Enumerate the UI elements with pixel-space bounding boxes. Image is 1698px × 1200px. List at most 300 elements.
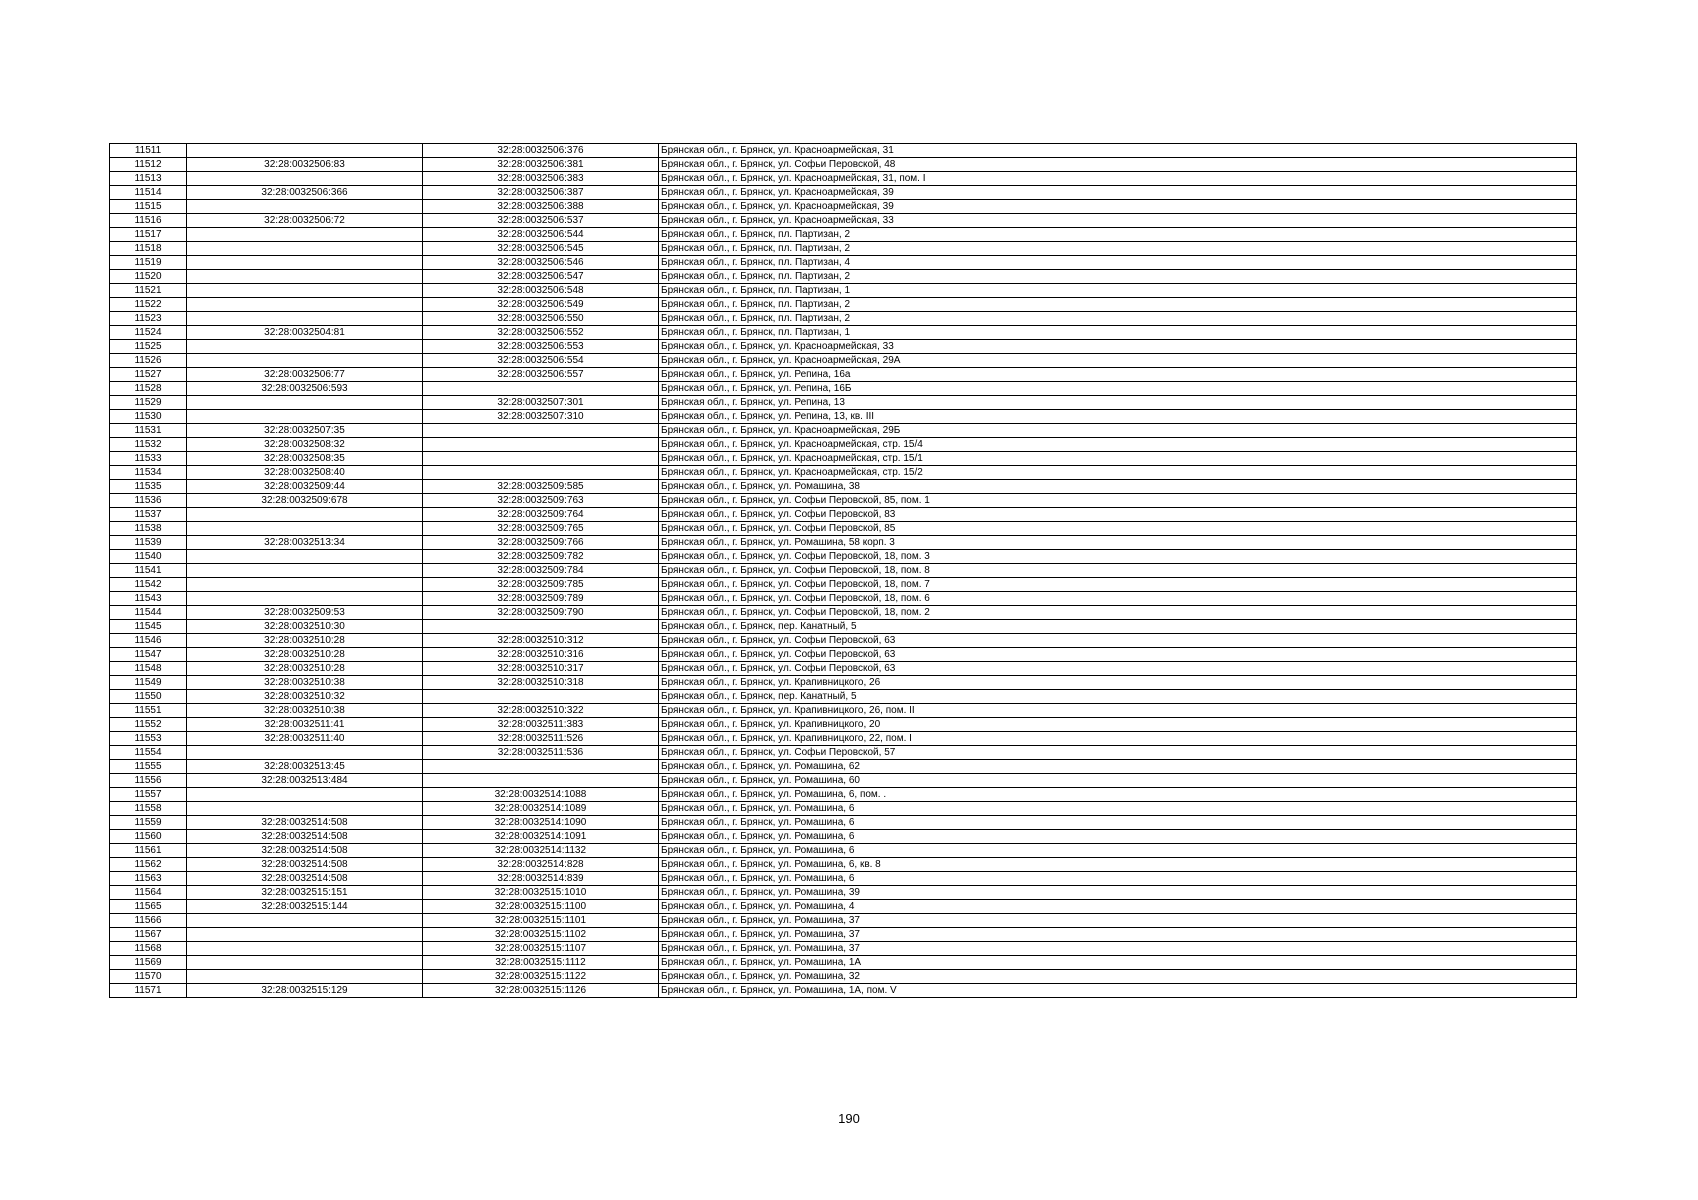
row-number-cell: 11524 [110, 326, 187, 340]
table-row [110, 508, 1577, 522]
row-number-cell: 11531 [110, 424, 187, 438]
row-number-cell: 11522 [110, 298, 187, 312]
row-number-cell: 11547 [110, 648, 187, 662]
object-cadastral-number-cell: 32:28:0032506:537 [423, 214, 659, 228]
object-cadastral-number-cell: 32:28:0032515:1112 [423, 956, 659, 970]
land-cadastral-number-cell [187, 928, 423, 942]
object-cadastral-number-cell [423, 774, 659, 788]
address-cell: Брянская обл., г. Брянск, ул. Ромашина, 6 [659, 844, 1577, 858]
land-cadastral-number-cell: 32:28:0032509:44 [187, 480, 423, 494]
land-cadastral-number-cell: 32:28:0032509:678 [187, 494, 423, 508]
row-number-cell: 11516 [110, 214, 187, 228]
address-cell: Брянская обл., г. Брянск, пл. Партизан, 2 [659, 312, 1577, 326]
address-cell: Брянская обл., г. Брянск, ул. Репина, 13, кв. III [659, 410, 1577, 424]
table-row [110, 900, 1577, 914]
object-cadastral-number-cell: 32:28:0032510:318 [423, 676, 659, 690]
object-cadastral-number-cell: 32:28:0032506:544 [423, 228, 659, 242]
address-cell: Брянская обл., г. Брянск, ул. Ромашина, 1А [659, 956, 1577, 970]
row-number-cell: 11571 [110, 984, 187, 998]
object-cadastral-number-cell: 32:28:0032514:828 [423, 858, 659, 872]
row-number-cell: 11538 [110, 522, 187, 536]
table-row [110, 270, 1577, 284]
row-number-cell: 11552 [110, 718, 187, 732]
table-row [110, 942, 1577, 956]
object-cadastral-number-cell: 32:28:0032506:552 [423, 326, 659, 340]
table-row [110, 410, 1577, 424]
land-cadastral-number-cell: 32:28:0032507:35 [187, 424, 423, 438]
row-number-cell: 11558 [110, 802, 187, 816]
object-cadastral-number-cell: 32:28:0032506:553 [423, 340, 659, 354]
row-number-cell: 11535 [110, 480, 187, 494]
table-row [110, 536, 1577, 550]
object-cadastral-number-cell [423, 620, 659, 634]
address-cell: Брянская обл., г. Брянск, ул. Софьи Перовской, 18, пом. 7 [659, 578, 1577, 592]
land-cadastral-number-cell: 32:28:0032504:81 [187, 326, 423, 340]
object-cadastral-number-cell: 32:28:0032507:310 [423, 410, 659, 424]
table-row [110, 732, 1577, 746]
object-cadastral-number-cell: 32:28:0032515:1122 [423, 970, 659, 984]
table-row [110, 690, 1577, 704]
object-cadastral-number-cell [423, 424, 659, 438]
address-cell: Брянская обл., г. Брянск, ул. Софьи Перовской, 85 [659, 522, 1577, 536]
table-row [110, 606, 1577, 620]
row-number-cell: 11532 [110, 438, 187, 452]
row-number-cell: 11544 [110, 606, 187, 620]
table-row [110, 438, 1577, 452]
object-cadastral-number-cell: 32:28:0032506:546 [423, 256, 659, 270]
address-cell: Брянская обл., г. Брянск, ул. Ромашина, 6 [659, 830, 1577, 844]
row-number-cell: 11569 [110, 956, 187, 970]
row-number-cell: 11548 [110, 662, 187, 676]
address-cell: Брянская обл., г. Брянск, пл. Партизан, 1 [659, 326, 1577, 340]
address-cell: Брянская обл., г. Брянск, пл. Партизан, 4 [659, 256, 1577, 270]
row-number-cell: 11565 [110, 900, 187, 914]
address-cell: Брянская обл., г. Брянск, ул. Ромашина, 62 [659, 760, 1577, 774]
land-cadastral-number-cell [187, 508, 423, 522]
address-cell: Брянская обл., г. Брянск, ул. Софьи Перовской, 63 [659, 648, 1577, 662]
row-number-cell: 11545 [110, 620, 187, 634]
address-cell: Брянская обл., г. Брянск, ул. Софьи Перовской, 18, пом. 6 [659, 592, 1577, 606]
page-number: 190 [838, 1111, 860, 1126]
row-number-cell: 11525 [110, 340, 187, 354]
table-row [110, 662, 1577, 676]
object-cadastral-number-cell: 32:28:0032506:381 [423, 158, 659, 172]
table-row [110, 354, 1577, 368]
address-cell: Брянская обл., г. Брянск, ул. Крапивницкого, 26 [659, 676, 1577, 690]
table-row [110, 564, 1577, 578]
table-row [110, 718, 1577, 732]
table-row [110, 858, 1577, 872]
land-cadastral-number-cell: 32:28:0032510:38 [187, 676, 423, 690]
land-cadastral-number-cell [187, 312, 423, 326]
address-cell: Брянская обл., г. Брянск, ул. Красноармейская, 39 [659, 186, 1577, 200]
land-cadastral-number-cell [187, 942, 423, 956]
land-cadastral-number-cell: 32:28:0032514:508 [187, 816, 423, 830]
object-cadastral-number-cell [423, 690, 659, 704]
table-row [110, 466, 1577, 480]
address-cell: Брянская обл., г. Брянск, ул. Софьи Перовской, 18, пом. 8 [659, 564, 1577, 578]
object-cadastral-number-cell: 32:28:0032514:1132 [423, 844, 659, 858]
address-cell: Брянская обл., г. Брянск, пл. Партизан, 1 [659, 284, 1577, 298]
address-cell: Брянская обл., г. Брянск, ул. Крапивницкого, 22, пом. I [659, 732, 1577, 746]
object-cadastral-number-cell: 32:28:0032510:317 [423, 662, 659, 676]
address-cell: Брянская обл., г. Брянск, ул. Крапивницкого, 26, пом. II [659, 704, 1577, 718]
address-cell: Брянская обл., г. Брянск, ул. Красноармейская, стр. 15/4 [659, 438, 1577, 452]
object-cadastral-number-cell: 32:28:0032515:1100 [423, 900, 659, 914]
table-row [110, 144, 1577, 158]
land-cadastral-number-cell [187, 522, 423, 536]
address-cell: Брянская обл., г. Брянск, ул. Ромашина, 39 [659, 886, 1577, 900]
address-cell: Брянская обл., г. Брянск, ул. Ромашина, 37 [659, 928, 1577, 942]
land-cadastral-number-cell: 32:28:0032510:28 [187, 634, 423, 648]
address-cell: Брянская обл., г. Брянск, пл. Партизан, 2 [659, 242, 1577, 256]
object-cadastral-number-cell: 32:28:0032509:765 [423, 522, 659, 536]
row-number-cell: 11527 [110, 368, 187, 382]
address-cell: Брянская обл., г. Брянск, ул. Красноармейская, 33 [659, 340, 1577, 354]
land-cadastral-number-cell: 32:28:0032513:45 [187, 760, 423, 774]
row-number-cell: 11534 [110, 466, 187, 480]
row-number-cell: 11564 [110, 886, 187, 900]
address-cell: Брянская обл., г. Брянск, ул. Красноармейская, 33 [659, 214, 1577, 228]
address-cell: Брянская обл., г. Брянск, пл. Партизан, 2 [659, 270, 1577, 284]
object-cadastral-number-cell: 32:28:0032509:763 [423, 494, 659, 508]
land-cadastral-number-cell [187, 172, 423, 186]
object-cadastral-number-cell: 32:28:0032511:536 [423, 746, 659, 760]
table-row [110, 802, 1577, 816]
land-cadastral-number-cell: 32:28:0032515:129 [187, 984, 423, 998]
table-row [110, 634, 1577, 648]
address-cell: Брянская обл., г. Брянск, ул. Красноармейская, 31 [659, 144, 1577, 158]
land-cadastral-number-cell [187, 564, 423, 578]
row-number-cell: 11554 [110, 746, 187, 760]
address-cell: Брянская обл., г. Брянск, ул. Ромашина, 6 [659, 802, 1577, 816]
table-row [110, 956, 1577, 970]
object-cadastral-number-cell: 32:28:0032506:388 [423, 200, 659, 214]
address-cell: Брянская обл., г. Брянск, ул. Ромашина, 6 [659, 872, 1577, 886]
object-cadastral-number-cell: 32:28:0032514:1091 [423, 830, 659, 844]
table-row [110, 452, 1577, 466]
land-cadastral-number-cell [187, 144, 423, 158]
land-cadastral-number-cell [187, 354, 423, 368]
address-cell: Брянская обл., г. Брянск, ул. Ромашина, 6 [659, 816, 1577, 830]
table-row [110, 312, 1577, 326]
object-cadastral-number-cell: 32:28:0032515:1010 [423, 886, 659, 900]
row-number-cell: 11550 [110, 690, 187, 704]
row-number-cell: 11562 [110, 858, 187, 872]
row-number-cell: 11568 [110, 942, 187, 956]
table-row [110, 186, 1577, 200]
table-row [110, 480, 1577, 494]
table-row [110, 368, 1577, 382]
row-number-cell: 11539 [110, 536, 187, 550]
object-cadastral-number-cell: 32:28:0032509:790 [423, 606, 659, 620]
address-cell: Брянская обл., г. Брянск, ул. Красноармейская, 31, пом. I [659, 172, 1577, 186]
address-cell: Брянская обл., г. Брянск, ул. Красноармейская, 39 [659, 200, 1577, 214]
row-number-cell: 11536 [110, 494, 187, 508]
object-cadastral-number-cell: 32:28:0032514:839 [423, 872, 659, 886]
table-row [110, 928, 1577, 942]
object-cadastral-number-cell: 32:28:0032509:764 [423, 508, 659, 522]
object-cadastral-number-cell: 32:28:0032511:383 [423, 718, 659, 732]
table-row [110, 844, 1577, 858]
land-cadastral-number-cell: 32:28:0032513:34 [187, 536, 423, 550]
land-cadastral-number-cell: 32:28:0032506:593 [187, 382, 423, 396]
table-row [110, 578, 1577, 592]
object-cadastral-number-cell: 32:28:0032509:766 [423, 536, 659, 550]
table-row [110, 284, 1577, 298]
table-row [110, 914, 1577, 928]
land-cadastral-number-cell: 32:28:0032513:484 [187, 774, 423, 788]
land-cadastral-number-cell: 32:28:0032509:53 [187, 606, 423, 620]
table-row [110, 984, 1577, 998]
table-row [110, 774, 1577, 788]
address-cell: Брянская обл., г. Брянск, ул. Красноармейская, стр. 15/1 [659, 452, 1577, 466]
land-cadastral-number-cell [187, 956, 423, 970]
row-number-cell: 11533 [110, 452, 187, 466]
row-number-cell: 11526 [110, 354, 187, 368]
row-number-cell: 11514 [110, 186, 187, 200]
row-number-cell: 11529 [110, 396, 187, 410]
object-cadastral-number-cell: 32:28:0032509:785 [423, 578, 659, 592]
object-cadastral-number-cell: 32:28:0032511:526 [423, 732, 659, 746]
land-cadastral-number-cell: 32:28:0032510:28 [187, 648, 423, 662]
table-row [110, 522, 1577, 536]
land-cadastral-number-cell: 32:28:0032514:508 [187, 830, 423, 844]
address-cell: Брянская обл., г. Брянск, ул. Репина, 16Б [659, 382, 1577, 396]
land-cadastral-number-cell [187, 592, 423, 606]
object-cadastral-number-cell: 32:28:0032509:782 [423, 550, 659, 564]
land-cadastral-number-cell [187, 550, 423, 564]
land-cadastral-number-cell: 32:28:0032506:77 [187, 368, 423, 382]
address-cell: Брянская обл., г. Брянск, ул. Ромашина, 6, кв. 8 [659, 858, 1577, 872]
table-row [110, 396, 1577, 410]
object-cadastral-number-cell: 32:28:0032506:554 [423, 354, 659, 368]
table-row [110, 158, 1577, 172]
registry-table-body [110, 144, 1577, 998]
address-cell: Брянская обл., г. Брянск, ул. Софьи Перовской, 18, пом. 3 [659, 550, 1577, 564]
row-number-cell: 11566 [110, 914, 187, 928]
row-number-cell: 11523 [110, 312, 187, 326]
land-cadastral-number-cell: 32:28:0032510:28 [187, 662, 423, 676]
table-row [110, 970, 1577, 984]
table-row [110, 298, 1577, 312]
row-number-cell: 11520 [110, 270, 187, 284]
object-cadastral-number-cell: 32:28:0032506:549 [423, 298, 659, 312]
object-cadastral-number-cell: 32:28:0032506:376 [423, 144, 659, 158]
row-number-cell: 11528 [110, 382, 187, 396]
object-cadastral-number-cell: 32:28:0032514:1088 [423, 788, 659, 802]
land-cadastral-number-cell [187, 340, 423, 354]
object-cadastral-number-cell [423, 382, 659, 396]
table-row [110, 788, 1577, 802]
table-row [110, 200, 1577, 214]
land-cadastral-number-cell [187, 228, 423, 242]
land-cadastral-number-cell [187, 970, 423, 984]
row-number-cell: 11551 [110, 704, 187, 718]
table-row [110, 746, 1577, 760]
row-number-cell: 11549 [110, 676, 187, 690]
row-number-cell: 11512 [110, 158, 187, 172]
row-number-cell: 11570 [110, 970, 187, 984]
address-cell: Брянская обл., г. Брянск, ул. Красноармейская, 29А [659, 354, 1577, 368]
address-cell: Брянская обл., г. Брянск, ул. Ромашина, 37 [659, 914, 1577, 928]
object-cadastral-number-cell: 32:28:0032510:322 [423, 704, 659, 718]
land-cadastral-number-cell [187, 410, 423, 424]
address-cell: Брянская обл., г. Брянск, пер. Канатный, 5 [659, 620, 1577, 634]
table-row [110, 550, 1577, 564]
address-cell: Брянская обл., г. Брянск, ул. Софьи Перовской, 63 [659, 662, 1577, 676]
land-cadastral-number-cell [187, 256, 423, 270]
table-row [110, 340, 1577, 354]
table-row [110, 648, 1577, 662]
object-cadastral-number-cell: 32:28:0032514:1089 [423, 802, 659, 816]
land-cadastral-number-cell [187, 298, 423, 312]
object-cadastral-number-cell [423, 466, 659, 480]
address-cell: Брянская обл., г. Брянск, пл. Партизан, 2 [659, 298, 1577, 312]
row-number-cell: 11556 [110, 774, 187, 788]
table-row [110, 382, 1577, 396]
address-cell: Брянская обл., г. Брянск, ул. Крапивницкого, 20 [659, 718, 1577, 732]
row-number-cell: 11513 [110, 172, 187, 186]
object-cadastral-number-cell [423, 438, 659, 452]
land-cadastral-number-cell: 32:28:0032510:30 [187, 620, 423, 634]
land-cadastral-number-cell: 32:28:0032511:40 [187, 732, 423, 746]
object-cadastral-number-cell: 32:28:0032506:550 [423, 312, 659, 326]
land-cadastral-number-cell: 32:28:0032506:366 [187, 186, 423, 200]
table-row [110, 256, 1577, 270]
row-number-cell: 11542 [110, 578, 187, 592]
row-number-cell: 11530 [110, 410, 187, 424]
table-row [110, 760, 1577, 774]
table-row [110, 676, 1577, 690]
table-row [110, 494, 1577, 508]
row-number-cell: 11537 [110, 508, 187, 522]
object-cadastral-number-cell: 32:28:0032506:547 [423, 270, 659, 284]
row-number-cell: 11515 [110, 200, 187, 214]
row-number-cell: 11518 [110, 242, 187, 256]
object-cadastral-number-cell: 32:28:0032510:316 [423, 648, 659, 662]
land-cadastral-number-cell [187, 788, 423, 802]
table-row [110, 830, 1577, 844]
address-cell: Брянская обл., г. Брянск, ул. Ромашина, 58 корп. 3 [659, 536, 1577, 550]
land-cadastral-number-cell [187, 200, 423, 214]
land-cadastral-number-cell [187, 578, 423, 592]
table-row [110, 620, 1577, 634]
row-number-cell: 11567 [110, 928, 187, 942]
address-cell: Брянская обл., г. Брянск, ул. Ромашина, 37 [659, 942, 1577, 956]
object-cadastral-number-cell: 32:28:0032515:1126 [423, 984, 659, 998]
object-cadastral-number-cell: 32:28:0032506:557 [423, 368, 659, 382]
land-cadastral-number-cell: 32:28:0032510:38 [187, 704, 423, 718]
row-number-cell: 11561 [110, 844, 187, 858]
address-cell: Брянская обл., г. Брянск, ул. Софьи Перовской, 57 [659, 746, 1577, 760]
land-cadastral-number-cell [187, 242, 423, 256]
address-cell: Брянская обл., г. Брянск, ул. Ромашина, 60 [659, 774, 1577, 788]
row-number-cell: 11511 [110, 144, 187, 158]
land-cadastral-number-cell: 32:28:0032508:32 [187, 438, 423, 452]
land-cadastral-number-cell: 32:28:0032510:32 [187, 690, 423, 704]
row-number-cell: 11546 [110, 634, 187, 648]
address-cell: Брянская обл., г. Брянск, ул. Репина, 16а [659, 368, 1577, 382]
land-cadastral-number-cell: 32:28:0032514:508 [187, 844, 423, 858]
row-number-cell: 11517 [110, 228, 187, 242]
land-cadastral-number-cell: 32:28:0032511:41 [187, 718, 423, 732]
address-cell: Брянская обл., г. Брянск, ул. Софьи Перовской, 18, пом. 2 [659, 606, 1577, 620]
row-number-cell: 11557 [110, 788, 187, 802]
address-cell: Брянская обл., г. Брянск, ул. Софьи Перовской, 48 [659, 158, 1577, 172]
row-number-cell: 11519 [110, 256, 187, 270]
land-cadastral-number-cell: 32:28:0032514:508 [187, 872, 423, 886]
address-cell: Брянская обл., г. Брянск, ул. Софьи Перовской, 83 [659, 508, 1577, 522]
land-cadastral-number-cell: 32:28:0032506:72 [187, 214, 423, 228]
object-cadastral-number-cell: 32:28:0032515:1101 [423, 914, 659, 928]
row-number-cell: 11543 [110, 592, 187, 606]
land-cadastral-number-cell [187, 746, 423, 760]
table-row [110, 872, 1577, 886]
address-cell: Брянская обл., г. Брянск, ул. Ромашина, 6, пом. . [659, 788, 1577, 802]
row-number-cell: 11541 [110, 564, 187, 578]
address-cell: Брянская обл., г. Брянск, пл. Партизан, 2 [659, 228, 1577, 242]
address-cell: Брянская обл., г. Брянск, ул. Ромашина, 38 [659, 480, 1577, 494]
address-cell: Брянская обл., г. Брянск, ул. Красноармейская, 29Б [659, 424, 1577, 438]
table-row [110, 228, 1577, 242]
table-row [110, 592, 1577, 606]
object-cadastral-number-cell: 32:28:0032509:784 [423, 564, 659, 578]
land-cadastral-number-cell: 32:28:0032508:35 [187, 452, 423, 466]
land-cadastral-number-cell: 32:28:0032506:83 [187, 158, 423, 172]
row-number-cell: 11560 [110, 830, 187, 844]
row-number-cell: 11563 [110, 872, 187, 886]
table-row [110, 172, 1577, 186]
address-cell: Брянская обл., г. Брянск, ул. Ромашина, 1А, пом. V [659, 984, 1577, 998]
land-cadastral-number-cell: 32:28:0032515:151 [187, 886, 423, 900]
object-cadastral-number-cell: 32:28:0032514:1090 [423, 816, 659, 830]
object-cadastral-number-cell: 32:28:0032506:548 [423, 284, 659, 298]
address-cell: Брянская обл., г. Брянск, ул. Ромашина, 32 [659, 970, 1577, 984]
table-row [110, 886, 1577, 900]
object-cadastral-number-cell: 32:28:0032509:789 [423, 592, 659, 606]
row-number-cell: 11555 [110, 760, 187, 774]
land-cadastral-number-cell [187, 802, 423, 816]
land-cadastral-number-cell [187, 914, 423, 928]
table-row [110, 704, 1577, 718]
object-cadastral-number-cell: 32:28:0032515:1107 [423, 942, 659, 956]
registry-table [109, 143, 1577, 998]
table-row [110, 424, 1577, 438]
table-row [110, 816, 1577, 830]
land-cadastral-number-cell [187, 270, 423, 284]
table-row [110, 242, 1577, 256]
table-row [110, 214, 1577, 228]
address-cell: Брянская обл., г. Брянск, ул. Софьи Перовской, 85, пом. 1 [659, 494, 1577, 508]
address-cell: Брянская обл., г. Брянск, ул. Репина, 13 [659, 396, 1577, 410]
address-cell: Брянская обл., г. Брянск, ул. Ромашина, 4 [659, 900, 1577, 914]
land-cadastral-number-cell: 32:28:0032514:508 [187, 858, 423, 872]
object-cadastral-number-cell [423, 452, 659, 466]
object-cadastral-number-cell: 32:28:0032506:383 [423, 172, 659, 186]
table-row [110, 326, 1577, 340]
object-cadastral-number-cell: 32:28:0032509:585 [423, 480, 659, 494]
address-cell: Брянская обл., г. Брянск, ул. Красноармейская, стр. 15/2 [659, 466, 1577, 480]
row-number-cell: 11521 [110, 284, 187, 298]
row-number-cell: 11553 [110, 732, 187, 746]
row-number-cell: 11540 [110, 550, 187, 564]
object-cadastral-number-cell: 32:28:0032510:312 [423, 634, 659, 648]
object-cadastral-number-cell: 32:28:0032506:545 [423, 242, 659, 256]
land-cadastral-number-cell: 32:28:0032515:144 [187, 900, 423, 914]
object-cadastral-number-cell: 32:28:0032507:301 [423, 396, 659, 410]
row-number-cell: 11559 [110, 816, 187, 830]
